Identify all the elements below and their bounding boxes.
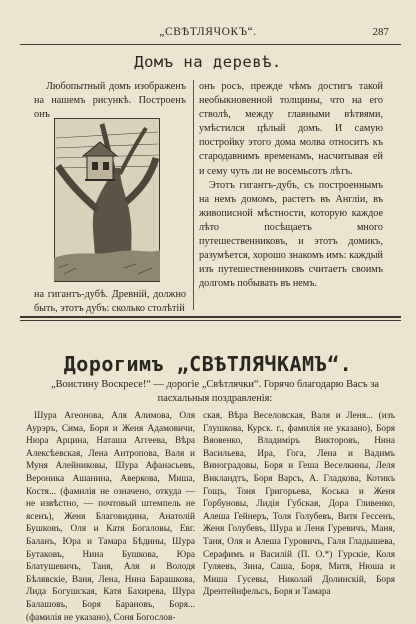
article-paragraph-2: Этотъ гигантъ-дубъ, съ построеннымъ на немъ домомъ, растетъ въ Англіи, въ живописной мѣстности, которую каждое лѣто посѣщаетъ много путешественниковъ, и этотъ домикъ, разумѣется, хорошо знакомъ имъ: каждый изъ путешественниковъ считаетъ своимъ долгомъ побывать въ немъ. <box>199 179 383 290</box>
magazine-title: „СВѢТЛЯЧОКЪ“. <box>159 26 257 38</box>
article-paragraph-1: онъ росъ, прежде чѣмъ достигъ такой необыкновенной толщины, что на его стволѣ, между главными вѣтвями, умѣстился цѣлый домъ. И самую постройку этого дома молва относитъ къ стародавнимъ временамъ, насчитывая ей и сему чуть ли не восемьсотъ лѣтъ. <box>199 81 383 177</box>
greeting-names-right: ская, Вѣра Веселовская, Валя и Леня... (изъ Глушкова, Курск. г., фамилія не указано), Боря Вяовенко, Владиміръ Викторовъ, Нина Васильева, Ира, Гога, Лена и Вадимъ Виноградовы, Боря и Геша Веселкины, Леля Викландтъ, Боря Варсъ, А. Гладкова, Котикъ Гощъ, Тоня Григорьева, Коська и Женя Горбуновы, Лидія Губская, Дора Гливенко, Алеша Гейнеръ, Толя Голубевъ, Витя Гессенъ, Женя Голубевъ, Шура и Леня Гуревичъ, Маня, Таня, Оля и Алеша Гуровичъ, Галя Гладышева, Серафимъ и Василій (П. О.*) Гурскіе, Коля Гуляевъ, Зина, Саша, Боря, Митя, Нюша и Миша Гусевы, Николай Долинскій, Боря Дрентейнфельсъ, Боря и Тамара <box>203 411 395 598</box>
greeting-names-left: Шура Агеонова, Аля Алимова, Оля Аурэръ, Сима, Боря и Женя Адамовичи, Нюра Арцина, Наташа Аггеева, Вѣра Алексѣевская, Лена Антропова, Валя и Муня Алейниковы, Шура Афанасьевъ, Вероника Ашанина, Аверкова, Миша, Костя... (фамилія не означено, откуда — не извѣстно, — почтовый штемпель не ясенъ), Женя Благовидина, Анатолій Бушковъ, Оля и Катя Богаловы, Евг. Баланъ, Юра и Тамара Бѣдины, Шура Бутаковъ, Нина Бушкова, Юра Блатушевичъ, Таня, Аля и Володя Бѣлявскіе, Ваня, Лена, Нина Барашкова, Лида Богушская, Катя Бахирева, Шура Балашовъ, Боря Барановъ, Боря... (фамилія не указано), Соня Богослов- <box>26 411 195 623</box>
header-rule <box>20 44 401 45</box>
greeting-title: Дорогимъ „СВѢТЛЯЧКАМЪ“. <box>63 352 353 376</box>
article-left-top <box>34 80 186 122</box>
column-divider <box>193 80 194 310</box>
tree-house-illustration <box>54 118 160 282</box>
article-left-bottom <box>34 288 186 316</box>
section-rule-thin <box>20 320 401 321</box>
article-right-column <box>199 80 383 291</box>
greeting-intro: „Воистину Воскресе!“ — дорогіе „Свѣтлячки“. Горячо благодарю Васъ за пасхальныя поздравленія: <box>51 379 379 404</box>
article-left-top-text: Любопытный домъ изображенъ на нашемъ рисункѣ. Построенъ онъ <box>34 81 186 121</box>
section-rule <box>20 316 401 318</box>
running-header <box>0 26 416 42</box>
article-left-bottom-text: на гигантъ-дубѣ. Древній, должно быть, этотъ дубъ: сколько столѣтій <box>34 289 186 315</box>
article-title: Домъ на деревѣ. <box>134 53 282 71</box>
page-number: 287 <box>372 26 389 38</box>
